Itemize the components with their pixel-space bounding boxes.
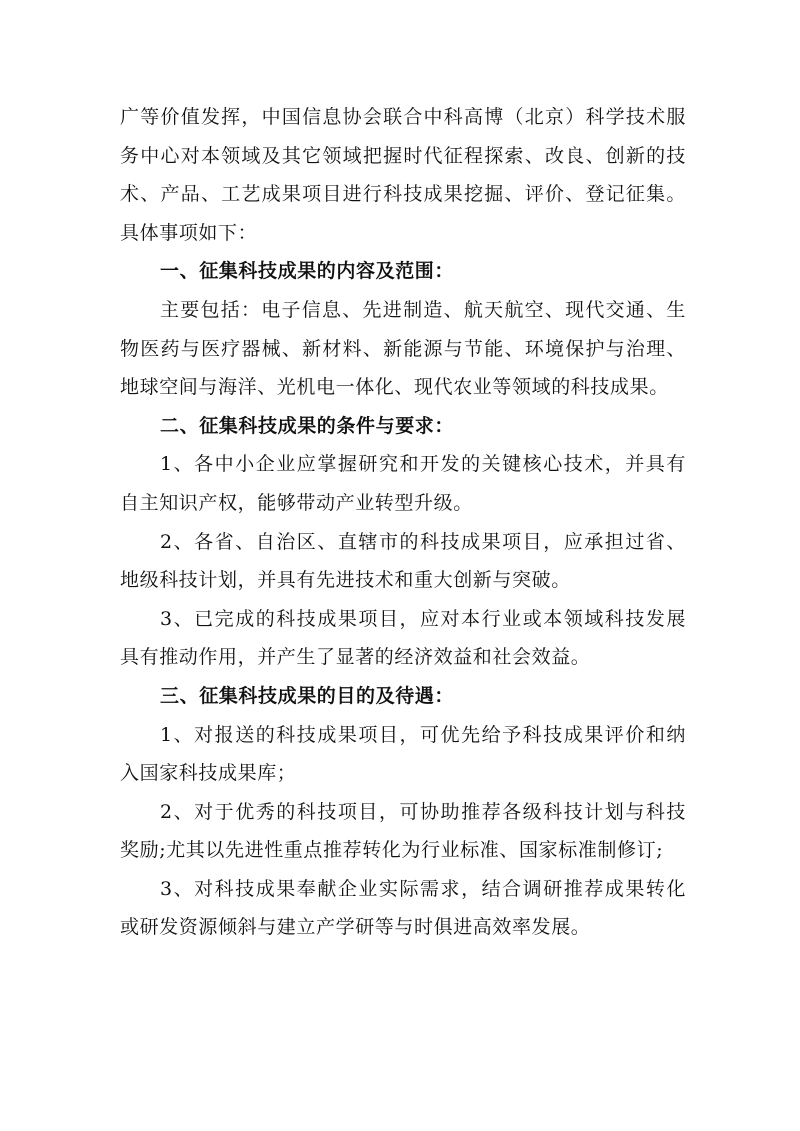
paragraph-line: 具有推动作用，并产生了显著的经济效益和社会效益。 [120, 646, 591, 669]
paragraph-line: 1、各中小企业应掌握研究和开发的关键核心技术，并具有 [160, 453, 686, 476]
paragraph-line: 奖励;尤其以先进性重点推荐转化为行业标准、国家标准制修订; [120, 839, 664, 862]
document-page [120, 98, 686, 947]
section-1-paragraph [120, 291, 686, 407]
paragraph-line: 物医药与医疗器械、新材料、新能源与节能、环境保护与治理、 [120, 337, 686, 360]
paragraph-line: 地球空间与海洋、光机电一体化、现代农业等领域的科技成果。 [120, 376, 669, 399]
paragraph-line: 入国家科技成果库； [120, 762, 297, 785]
intro-line: 具体事项如下： [120, 221, 258, 244]
paragraph-line: 主要包括：电子信息、先进制造、航天航空、现代交通、生 [160, 298, 686, 321]
section-3-item-1 [120, 716, 686, 793]
paragraph-line: 2、对于优秀的科技项目，可协助推荐各级科技计划与科技 [160, 800, 686, 823]
section-1-heading: 一、征集科技成果的内容及范围： [160, 260, 455, 283]
section-3-heading: 三、征集科技成果的目的及待遇： [160, 684, 455, 707]
paragraph-line: 或研发资源倾斜与建立产学研等与时俱进高效率发展。 [120, 916, 591, 939]
paragraph-line: 1、对报送的科技成果项目，可优先给予科技成果评价和纳 [160, 723, 686, 746]
section-2-item-2 [120, 523, 686, 600]
paragraph-line: 3、已完成的科技成果项目，应对本行业或本领域科技发展 [160, 607, 686, 630]
section-3-item-2 [120, 793, 686, 870]
intro-line: 术、产品、工艺成果项目进行科技成果挖掘、评价、登记征集。 [120, 183, 686, 206]
paragraph-line: 自主知识产权，能够带动产业转型升级。 [120, 491, 473, 514]
paragraph-line: 3、对科技成果奉献企业实际需求，结合调研推荐成果转化 [160, 877, 686, 900]
intro-line: 务中心对本领域及其它领域把握时代征程探索、改良、创新的技 [120, 144, 686, 167]
intro-paragraph [120, 98, 686, 252]
paragraph-line: 地级科技计划，并具有先进技术和重大创新与突破。 [120, 569, 571, 592]
paragraph-line: 2、各省、自治区、直辖市的科技成果项目，应承担过省、 [160, 530, 686, 553]
section-3-item-3 [120, 870, 686, 947]
section-2-item-3 [120, 600, 686, 677]
section-2-heading: 二、征集科技成果的条件与要求： [160, 414, 455, 437]
section-2-item-1 [120, 445, 686, 522]
intro-line: 广等价值发挥，中国信息协会联合中科高博（北京）科学技术服 [120, 106, 686, 128]
